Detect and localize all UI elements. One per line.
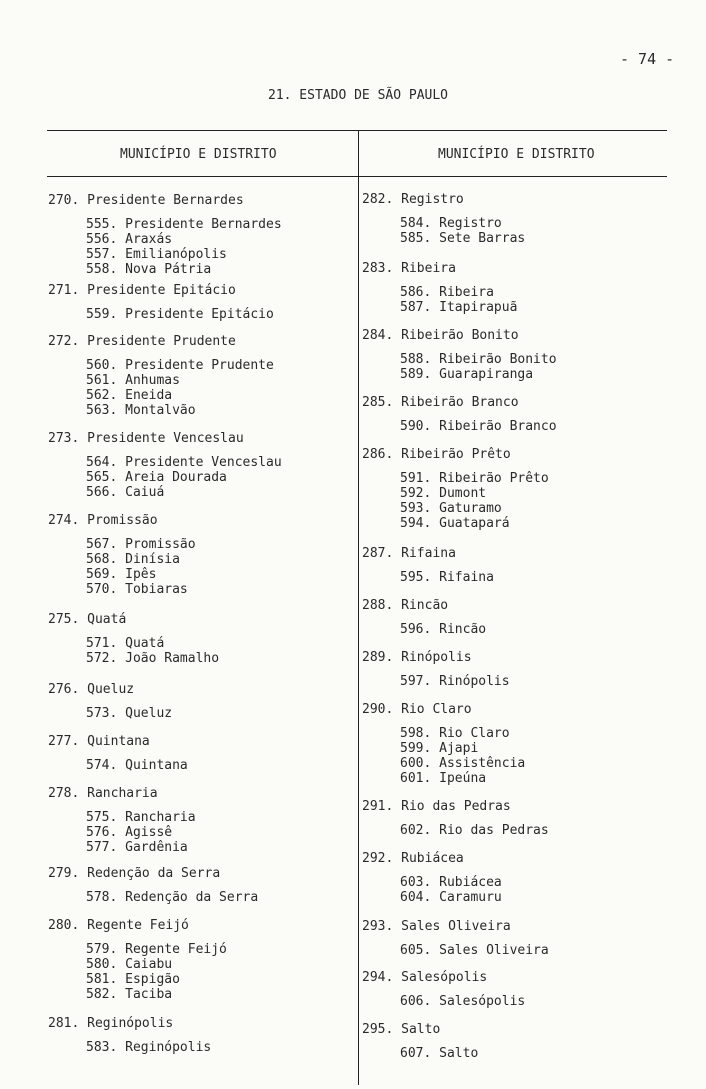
distrito-name: 563. Montalvão [86, 403, 196, 418]
municipio-entry [362, 395, 557, 434]
municipio-entry [48, 866, 258, 905]
municipio-entry [362, 598, 486, 637]
distrito-name: 573. Queluz [86, 706, 173, 721]
municipio-name: 274. Promissão [48, 513, 158, 528]
distrito-name: 590. Ribeirão Branco [400, 419, 557, 434]
distrito-name: 581. Espigão [86, 972, 180, 987]
distrito-name: 559. Presidente Epitácio [86, 307, 274, 322]
municipio-name: 270. Presidente Bernardes [48, 193, 244, 208]
municipio-entry [48, 682, 172, 721]
municipio-entry [48, 431, 282, 500]
distrito-name: 560. Presidente Prudente [86, 358, 274, 373]
distrito-name: 593. Gaturamo [400, 501, 502, 516]
municipio-entry [362, 261, 517, 315]
distrito-name: 561. Anhumas [86, 373, 180, 388]
municipio-entry [362, 970, 525, 1009]
municipio-entry [362, 447, 549, 531]
distrito-name: 605. Sales Oliveira [400, 943, 549, 958]
distrito-name: 571. Quatá [86, 636, 165, 651]
municipio-entry [48, 734, 188, 773]
distrito-name: 584. Registro [400, 216, 502, 231]
distrito-name: 586. Ribeira [400, 285, 494, 300]
distrito-name: 595. Rifaina [400, 570, 494, 585]
municipio-name: 287. Rifaina [362, 546, 456, 561]
distrito-name: 592. Dumont [400, 486, 487, 501]
municipio-entry [48, 193, 282, 277]
distrito-name: 582. Taciba [86, 987, 173, 1002]
municipio-name: 293. Sales Oliveira [362, 919, 511, 934]
distrito-name: 580. Caiabu [86, 957, 173, 972]
distrito-name: 577. Gardênia [86, 840, 188, 855]
municipio-name: 289. Rinópolis [362, 650, 472, 665]
distrito-name: 579. Regente Feijó [86, 942, 227, 957]
municipio-name: 284. Ribeirão Bonito [362, 328, 519, 343]
distrito-name: 598. Rio Claro [400, 726, 510, 741]
distrito-name: 585. Sete Barras [400, 231, 526, 246]
distrito-name: 607. Salto [400, 1046, 479, 1061]
distrito-name: 557. Emilianópolis [86, 247, 227, 262]
municipio-name: 286. Ribeirão Prêto [362, 447, 511, 462]
distrito-name: 601. Ipeúna [400, 771, 487, 786]
municipio-name: 290. Rio Claro [362, 702, 472, 717]
municipio-name: 294. Salesópolis [362, 970, 488, 985]
municipio-name: 279. Redenção da Serra [48, 866, 221, 881]
municipio-entry [362, 1022, 478, 1061]
municipio-name: 282. Registro [362, 192, 464, 207]
table-header-rule [47, 176, 667, 177]
municipio-entry [362, 546, 494, 585]
municipio-entry [362, 702, 525, 786]
page-number: - 74 - [620, 50, 675, 68]
municipio-entry [48, 1016, 211, 1055]
municipio-name: 278. Rancharia [48, 786, 158, 801]
municipio-entry [362, 799, 549, 838]
distrito-name: 587. Itapirapuã [400, 300, 518, 315]
municipio-entry [48, 918, 227, 1002]
distrito-name: 555. Presidente Bernardes [86, 217, 282, 232]
distrito-name: 575. Rancharia [86, 810, 196, 825]
municipio-entry [362, 328, 557, 382]
distrito-name: 596. Rincão [400, 622, 487, 637]
distrito-name: 556. Araxás [86, 232, 173, 247]
distrito-name: 567. Promissão [86, 537, 196, 552]
municipio-name: 288. Rincão [362, 598, 449, 613]
distrito-name: 574. Quintana [86, 758, 188, 773]
distrito-name: 602. Rio das Pedras [400, 823, 549, 838]
municipio-name: 273. Presidente Venceslau [48, 431, 244, 446]
distrito-name: 570. Tobiaras [86, 582, 188, 597]
municipio-name: 276. Queluz [48, 682, 135, 697]
municipio-entry [362, 919, 549, 958]
distrito-name: 568. Dinísia [86, 552, 180, 567]
municipio-name: 281. Reginópolis [48, 1016, 174, 1031]
municipio-name: 277. Quintana [48, 734, 150, 749]
municipio-entry [48, 513, 196, 597]
distrito-name: 578. Redenção da Serra [86, 890, 259, 905]
distrito-name: 606. Salesópolis [400, 994, 526, 1009]
distrito-name: 591. Ribeirão Prêto [400, 471, 549, 486]
distrito-name: 604. Caramuru [400, 890, 502, 905]
distrito-name: 569. Ipês [86, 567, 157, 582]
distrito-name: 588. Ribeirão Bonito [400, 352, 557, 367]
table-top-rule [47, 130, 667, 131]
distrito-name: 564. Presidente Venceslau [86, 455, 282, 470]
municipio-entry [48, 786, 196, 855]
distrito-name: 565. Areia Dourada [86, 470, 227, 485]
distrito-name: 583. Reginópolis [86, 1040, 212, 1055]
distrito-name: 566. Caiuá [86, 485, 165, 500]
municipio-name: 280. Regente Feijó [48, 918, 189, 933]
municipio-name: 292. Rubiácea [362, 851, 464, 866]
municipio-entry [48, 283, 274, 322]
municipio-name: 283. Ribeira [362, 261, 456, 276]
distrito-name: 562. Eneida [86, 388, 173, 403]
municipio-entry [48, 334, 274, 418]
distrito-name: 600. Assistência [400, 756, 526, 771]
municipio-name: 291. Rio das Pedras [362, 799, 511, 814]
municipio-entry [362, 851, 502, 905]
municipio-name: 271. Presidente Epitácio [48, 283, 236, 298]
right-column-header: MUNICÍPIO E DISTRITO [438, 147, 595, 162]
municipio-entry [362, 650, 510, 689]
municipio-name: 285. Ribeirão Branco [362, 395, 519, 410]
page-title: 21. ESTADO DE SÃO PAULO [268, 88, 449, 103]
distrito-name: 589. Guarapiranga [400, 367, 534, 382]
distrito-name: 594. Guatapará [400, 516, 510, 531]
municipio-entry [362, 192, 525, 246]
left-column-header: MUNICÍPIO E DISTRITO [120, 147, 277, 162]
distrito-name: 576. Agissê [86, 825, 173, 840]
municipio-entry [48, 612, 219, 666]
column-divider [358, 130, 359, 1085]
distrito-name: 599. Ajapi [400, 741, 479, 756]
distrito-name: 558. Nova Pátria [86, 262, 212, 277]
municipio-name: 275. Quatá [48, 612, 127, 627]
distrito-name: 603. Rubiácea [400, 875, 502, 890]
distrito-name: 572. João Ramalho [86, 651, 220, 666]
municipio-name: 272. Presidente Prudente [48, 334, 236, 349]
municipio-name: 295. Salto [362, 1022, 441, 1037]
distrito-name: 597. Rinópolis [400, 674, 510, 689]
